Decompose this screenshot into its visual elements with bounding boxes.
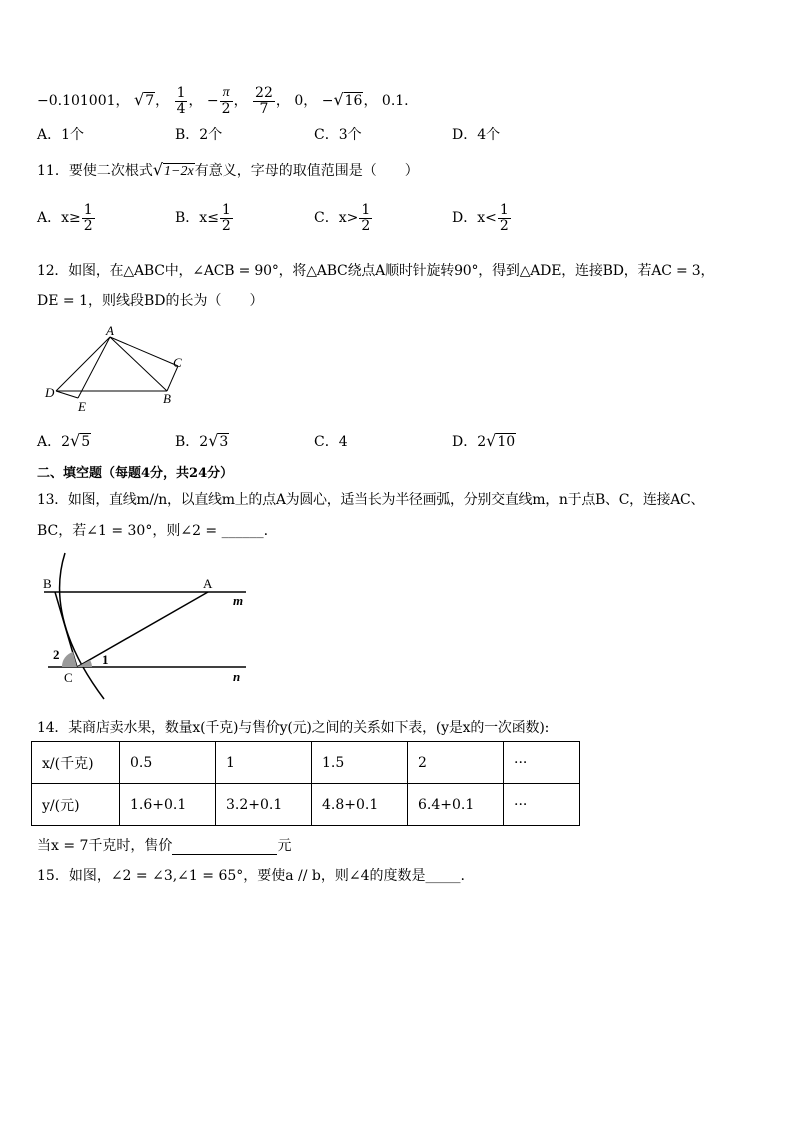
q10-number-1: −0.101001: [37, 93, 116, 109]
q12-label-b: B: [163, 391, 171, 406]
q10-last-number: 0.1.: [381, 93, 409, 109]
q12-triangle-figure: [40, 322, 190, 414]
q10-sqrt16: √16: [333, 90, 363, 109]
table-row: [32, 742, 580, 784]
table-cell: y/(元): [32, 784, 120, 826]
q14-answer-line: 当x = 7千克时，售价 元: [37, 838, 292, 854]
q13-label-a: A: [203, 576, 213, 591]
table-cell: 1.5: [312, 742, 408, 784]
table-cell: 0.5: [120, 742, 216, 784]
q11-radical: √1−2x: [152, 160, 194, 179]
q13-stem-line2: BC，若∠1 = 30°，则∠2 = ______.: [37, 523, 269, 539]
q10-option-d[interactable]: D．4个: [452, 127, 501, 143]
q12-stem-line2: DE = 1，则线段BD的长为（ ）: [37, 293, 264, 309]
q11-option-c[interactable]: C．x> $\frac{1}{2}$: [314, 202, 371, 234]
q13-label-2: 2: [53, 647, 60, 662]
q12-label-d: D: [45, 385, 55, 400]
table-cell: x/(千克): [32, 742, 120, 784]
q11-option-a[interactable]: A．x≥ $\frac{1}{2}$: [37, 202, 93, 234]
q10-fraction-pi-2: $\frac{\pi}{2}$: [221, 84, 231, 117]
table-row: [32, 784, 580, 826]
q10-option-a[interactable]: A．1个: [37, 127, 85, 143]
table-cell: 1.6+0.1: [120, 784, 216, 826]
q10-fraction-22-7: $\frac{22}{7}$: [255, 84, 273, 117]
section-fill-in-blank-heading: 二、填空题（每题4分，共24分）: [37, 466, 234, 481]
q14-answer-blank[interactable]: [172, 840, 277, 855]
q12-option-d[interactable]: D．2√10: [452, 431, 516, 450]
q12-label-c: C: [173, 355, 182, 370]
q13-label-1: 1: [102, 652, 109, 667]
q12-stem-line1: 12．如图，在△ABC中，∠ACB = 90°，将△ABC绕点A顺时针旋转90°，得到△ADE，连接BD，若AC = 3，: [37, 263, 715, 279]
table-cell: 6.4+0.1: [408, 784, 504, 826]
q12-label-e: E: [78, 399, 86, 414]
q10-number-list: −0.101001， √7， $\frac{1}{4}$ ， − $\frac{\pi}{2}$ ， $\frac{22}{7}$ ， 0， −√16， 0.1.: [37, 82, 409, 118]
q14-value-table: [31, 741, 580, 826]
q11-option-d[interactable]: D．x< $\frac{1}{2}$: [452, 202, 509, 234]
q13-parallel-lines-figure: [36, 549, 256, 701]
table-cell: ···: [504, 784, 580, 826]
q13-label-n: n: [233, 669, 241, 684]
q12-option-a[interactable]: A．2√5: [37, 431, 91, 450]
q11-stem: 11．要使二次根式√1−2x有意义，字母的取值范围是（ ）: [37, 160, 419, 179]
q14-stem: 14．某商店卖水果，数量x(千克)与售价y(元)之间的关系如下表，(y是x的一次函数):: [37, 720, 550, 736]
q10-zero: 0: [294, 93, 304, 109]
q10-sqrt7: √7: [133, 90, 155, 109]
q13-label-b: B: [43, 576, 52, 591]
q12-option-b[interactable]: B．2√3: [175, 431, 229, 450]
table-cell: 1: [216, 742, 312, 784]
q11-option-b[interactable]: B．x≤ $\frac{1}{2}$: [175, 202, 231, 234]
table-cell: 2: [408, 742, 504, 784]
q13-label-c: C: [64, 670, 73, 685]
q10-fraction-1-4: $\frac{1}{4}$: [176, 84, 186, 117]
q13-stem-line1: 13．如图，直线m//n，以直线m上的点A为圆心，适当长为半径画弧，分别交直线m，n于点B、C，连接AC、: [37, 492, 705, 508]
table-cell: 4.8+0.1: [312, 784, 408, 826]
q10-option-c[interactable]: C．3个: [314, 127, 362, 143]
q12-option-c[interactable]: C．4: [314, 434, 348, 450]
table-cell: ···: [504, 742, 580, 784]
table-cell: 3.2+0.1: [216, 784, 312, 826]
q15-stem: 15．如图，∠2 = ∠3,∠1 = 65°，要使a // b，则∠4的度数是_____.: [37, 868, 465, 884]
q13-angle-2-marker: [62, 652, 77, 667]
q12-label-a: A: [106, 323, 114, 338]
q13-label-m: m: [233, 593, 244, 608]
q10-option-b[interactable]: B．2个: [175, 127, 223, 143]
